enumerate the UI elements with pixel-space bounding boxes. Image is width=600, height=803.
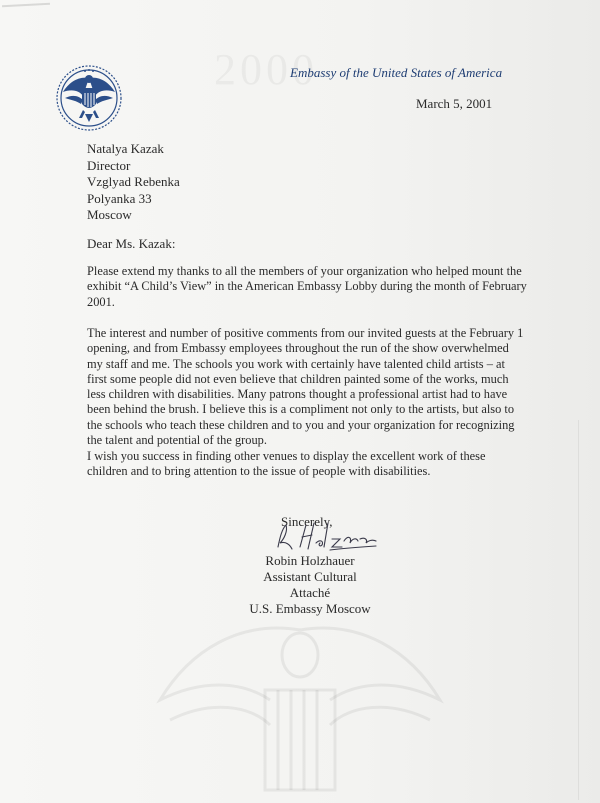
scan-edge-line [578, 420, 579, 800]
body-paragraph: Please extend my thanks to all the members of your organization who helped mount the exhibit “A Child’s View” in the American Embassy Lobby during the month of February 2001. [87, 264, 527, 309]
recipient-address [87, 141, 180, 224]
watermark-eagle-icon [150, 610, 450, 800]
recipient-city: Moscow [87, 207, 132, 222]
salutation: Dear Ms. Kazak: [87, 236, 176, 251]
recipient-street: Polyanka 33 [87, 190, 152, 206]
letter-date: March 5, 2001 [416, 96, 493, 111]
great-seal-eagle-icon [55, 64, 123, 132]
handwritten-signature [270, 517, 380, 555]
signer-title: Assistant Cultural Attaché [263, 569, 357, 600]
recipient-name: Natalya Kazak [87, 141, 164, 156]
body-paragraph: The interest and number of positive comments from our invited guests at the February 1 opening, and from Embassy employees throughout the run of the show overwhelmed my staff and me. The schools you work with certainly have talented child artists – at first some people did not even believe that children painted some of the works, much less children with disabilities. Many patrons thought a professional artist had to have been behind the brush. I believe this is a compliment not only to the artists, but also to the schools who teach these children and to you and your organization for recognizing the talent and potential of the group. [87, 326, 524, 448]
signature-block [244, 553, 376, 617]
embassy-name: Embassy of the United States of America [290, 65, 503, 80]
scan-scratch [2, 3, 50, 8]
signer-office: U.S. Embassy Moscow [249, 601, 371, 616]
signer-name: Robin Holzhauer [265, 553, 355, 568]
closing: Sincerely, [281, 514, 333, 529]
body-paragraph: I wish you success in finding other venues to display the excellent work of these children and to bring attention to the issue of people with disabilities. [87, 449, 486, 479]
recipient-organization: Vzglyad Rebenka [87, 174, 180, 189]
recipient-title: Director [87, 157, 131, 173]
